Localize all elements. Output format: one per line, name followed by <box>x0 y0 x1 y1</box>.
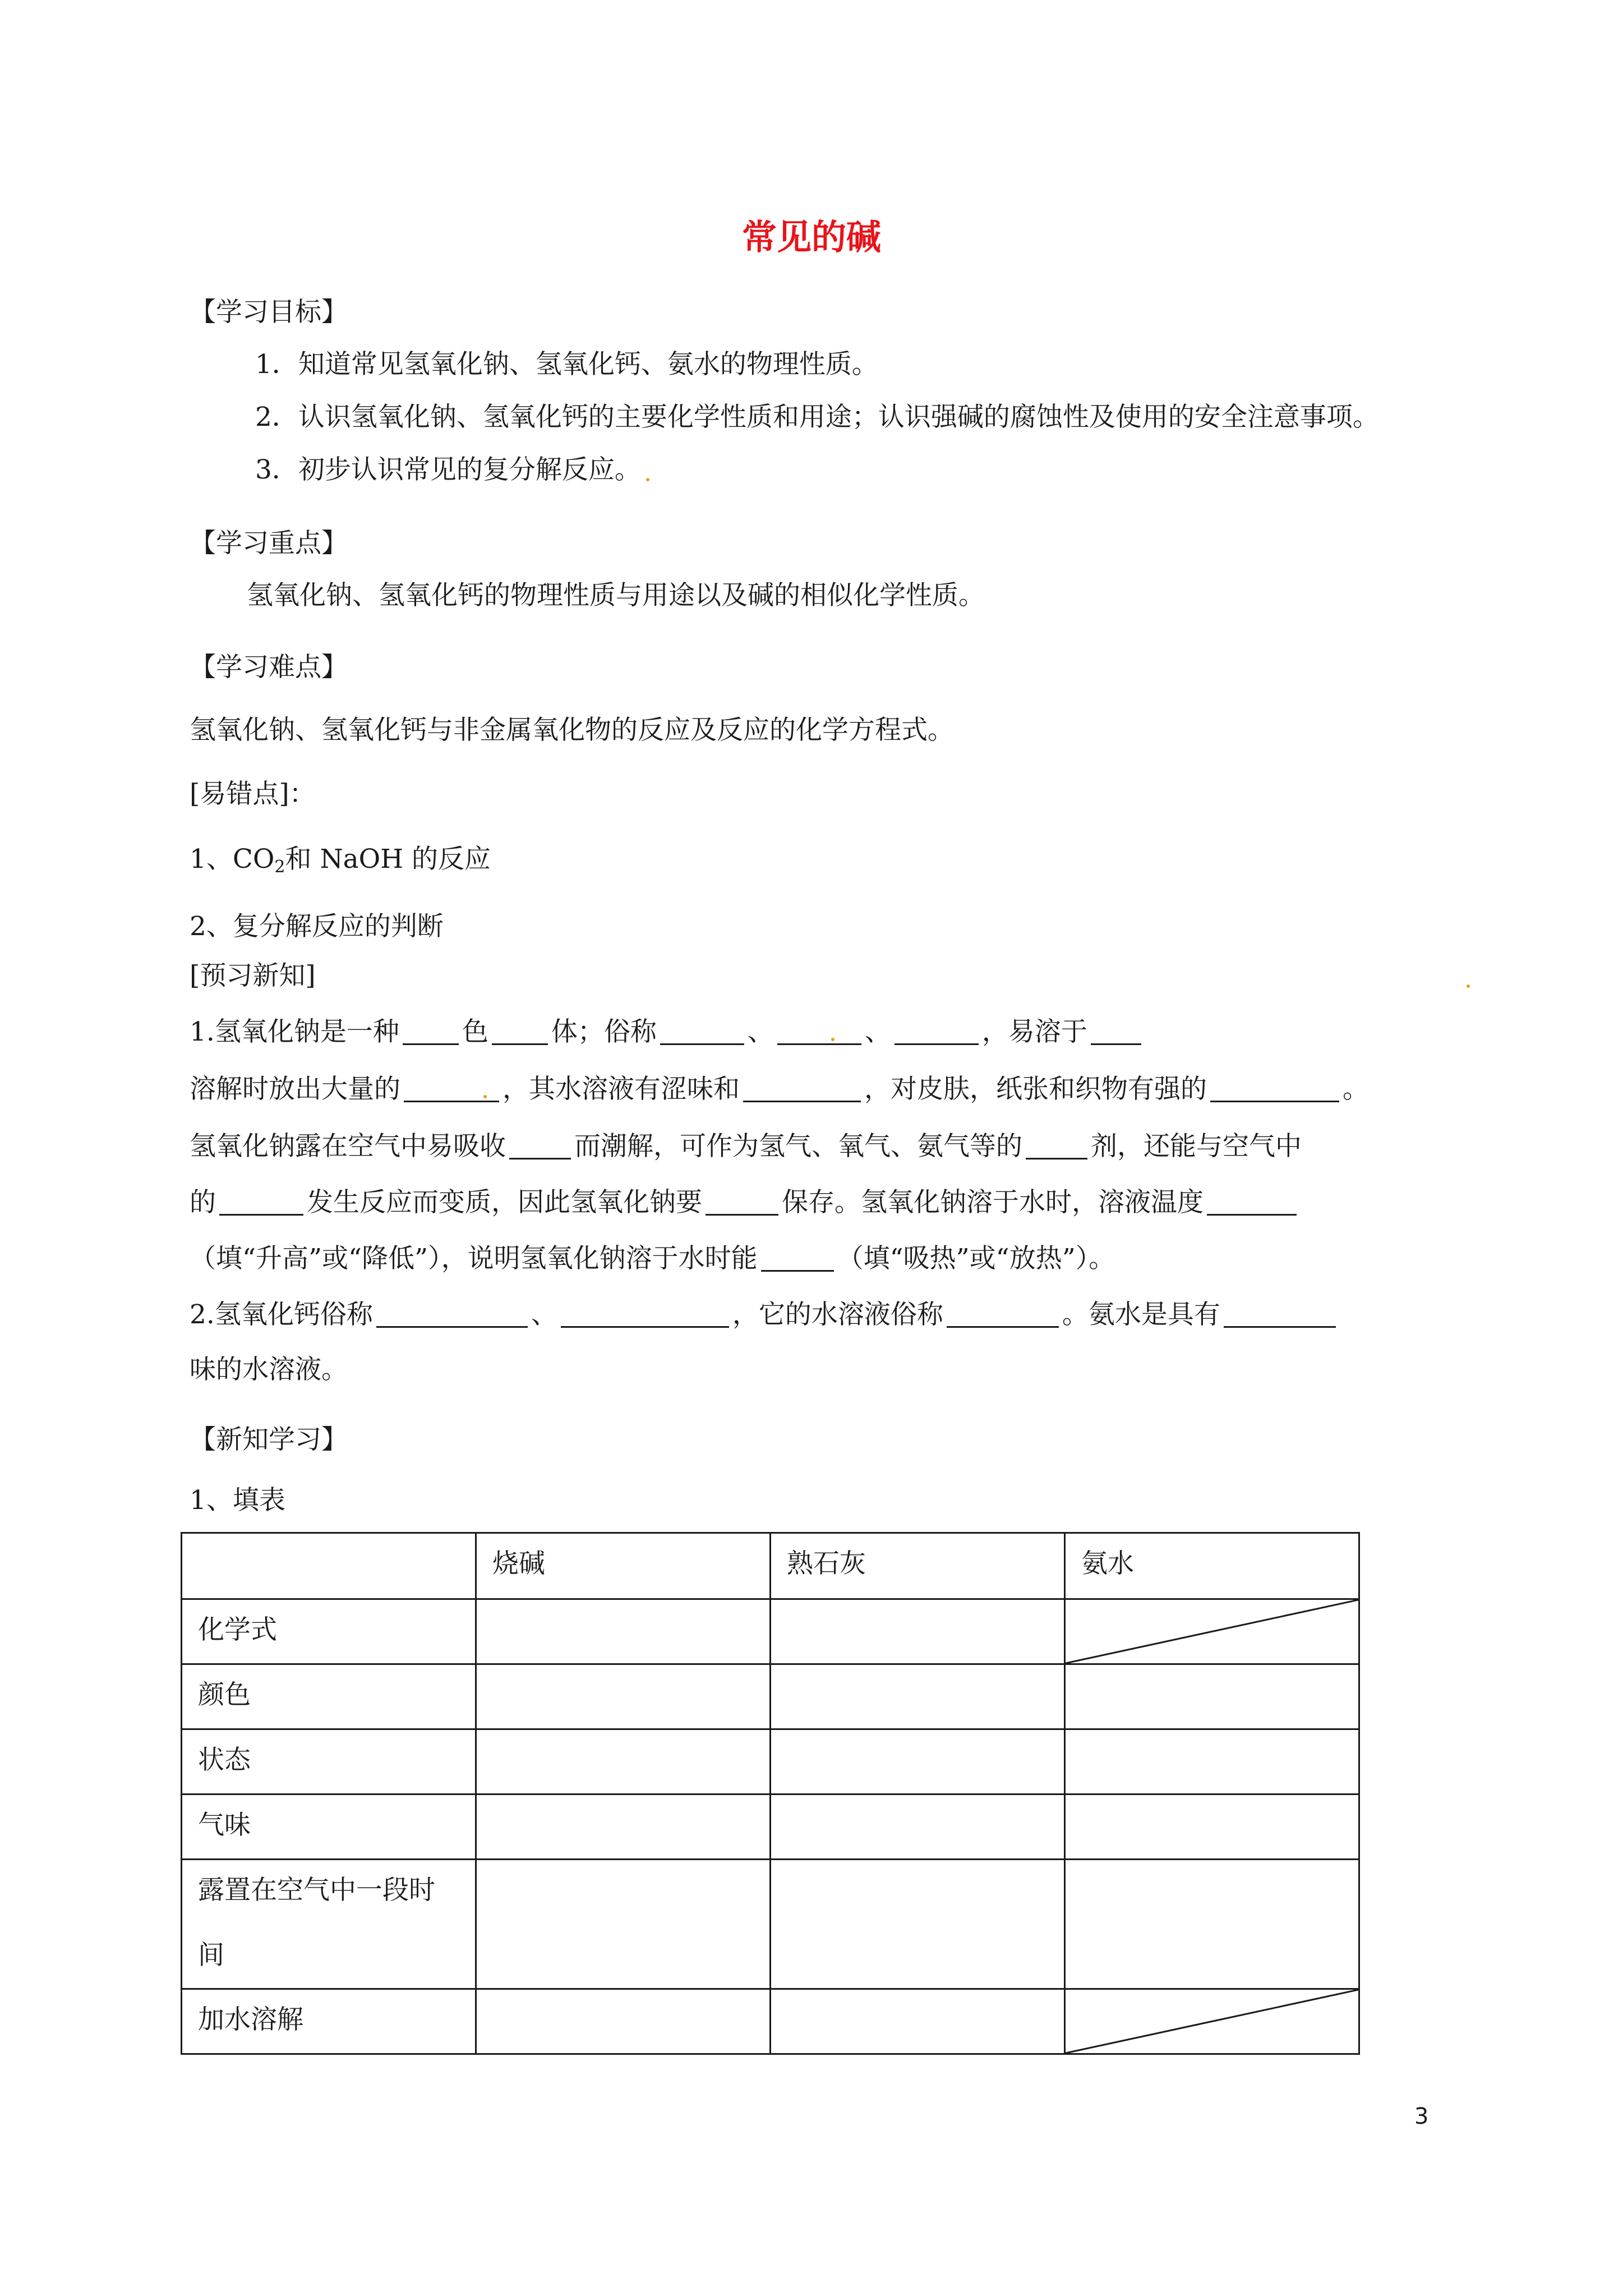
diagonal-slash <box>1066 1990 1358 2053</box>
artifact-dot <box>1467 984 1470 988</box>
table-cell[interactable] <box>771 1729 1065 1795</box>
preview-heading: [预习新知] <box>190 960 316 991</box>
page-title: 常见的碱 <box>741 217 881 257</box>
table-cell[interactable] <box>771 1664 1065 1729</box>
preview-line-7: 味的水溶液。 <box>190 1354 348 1385</box>
page-number: 3 <box>1414 2104 1429 2129</box>
table-header-cell: 烧碱 <box>476 1533 771 1599</box>
table-cell[interactable] <box>1065 1664 1359 1729</box>
difficulties-heading: 【学习难点】 <box>190 652 348 683</box>
table-cell[interactable] <box>476 1795 771 1860</box>
table-cell[interactable] <box>771 1860 1065 1989</box>
row-label: 状态 <box>182 1729 476 1795</box>
goal-2: 2．认识氢氧化钠、氢氧化钙的主要化学性质和用途；认识强碱的腐蚀性及使用的安全注意事项。 <box>255 402 1379 432</box>
artifact-dot <box>483 1095 487 1098</box>
table-row <box>182 1599 1359 1664</box>
table-cell-crossed <box>1065 1989 1359 2054</box>
table-row <box>182 1989 1359 2054</box>
table-row <box>182 1664 1359 1729</box>
table-cell[interactable] <box>476 1729 771 1795</box>
preview-line-6: 2.氢氧化钙俗称 、 ，它的水溶液俗称 。氨水是具有 <box>190 1298 1339 1332</box>
preview-line-5: （填“升高”或“降低”），说明氢氧化钠溶于水时能 （填“吸热”或“放热”）。 <box>190 1243 1115 1274</box>
table-cell[interactable] <box>1065 1729 1359 1795</box>
table-cell[interactable] <box>476 1860 771 1989</box>
preview-line-3: 氢氧化钠露在空气中易吸收 而潮解，可作为氢气、氧气、氨气等的 剂，还能与空气中 <box>190 1131 1302 1162</box>
table-cell[interactable] <box>1065 1795 1359 1860</box>
table-header-cell: 熟石灰 <box>771 1533 1065 1599</box>
error-point-2: 2、复分解反应的判断 <box>190 911 444 942</box>
key-points-text: 氢氧化钠、氢氧化钙的物理性质与用途以及碱的相似化学性质。 <box>247 580 985 611</box>
difficulties-text: 氢氧化钠、氢氧化钙与非金属氧化物的反应及反应的化学方程式。 <box>190 715 954 746</box>
diagonal-slash <box>1066 1600 1358 1663</box>
table-cell[interactable] <box>771 1795 1065 1860</box>
row-label: 露置在空气中一段时间 <box>182 1860 476 1989</box>
row-label: 加水溶解 <box>182 1989 476 2054</box>
row-label: 气味 <box>182 1795 476 1860</box>
table-row <box>182 1729 1359 1795</box>
artifact-dot <box>831 1038 834 1041</box>
table-cell[interactable] <box>476 1664 771 1729</box>
table-cell[interactable] <box>1065 1860 1359 1989</box>
preview-line-2: 溶解时放出大量的 ，其水溶液有涩味和 ，对皮肤，纸张和织物有强的 。 <box>190 1074 1369 1105</box>
error-point-1: 1、$CO_2$和 NaOH 的反应 <box>190 844 491 877</box>
new-knowledge-heading: 【新知学习】 <box>190 1424 348 1455</box>
key-points-heading: 【学习重点】 <box>190 528 348 559</box>
table-row <box>182 1795 1359 1860</box>
error-prone-heading: [易错点]： <box>190 779 316 809</box>
properties-table <box>181 1532 1360 2055</box>
preview-line-4: 的 发生反应而变质，因此氢氧化钠要 保存。氢氧化钠溶于水时，溶液温度 <box>190 1186 1300 1220</box>
table-cell[interactable] <box>771 1599 1065 1664</box>
fill-table-label: 1、填表 <box>190 1485 285 1516</box>
goals-heading: 【学习目标】 <box>190 297 348 328</box>
table-cell-crossed <box>1065 1599 1359 1664</box>
artifact-dot <box>646 478 649 481</box>
table-row <box>182 1860 1359 1989</box>
preview-line-1: 1.氢氧化钠是一种 色 体；俗称 、 、 ，易溶于 <box>190 1015 1145 1049</box>
table-header-cell <box>182 1533 476 1599</box>
table-header-row <box>182 1533 1359 1599</box>
table-cell[interactable] <box>771 1989 1065 2054</box>
goal-1: 1．知道常见氢氧化钠、氢氧化钙、氨水的物理性质。 <box>255 349 878 380</box>
row-label: 化学式 <box>182 1599 476 1664</box>
table-cell[interactable] <box>476 1989 771 2054</box>
goal-3: 3．初步认识常见的复分解反应。 <box>255 454 641 485</box>
table-cell[interactable] <box>476 1599 771 1664</box>
row-label: 颜色 <box>182 1664 476 1729</box>
table-header-cell: 氨水 <box>1065 1533 1359 1599</box>
